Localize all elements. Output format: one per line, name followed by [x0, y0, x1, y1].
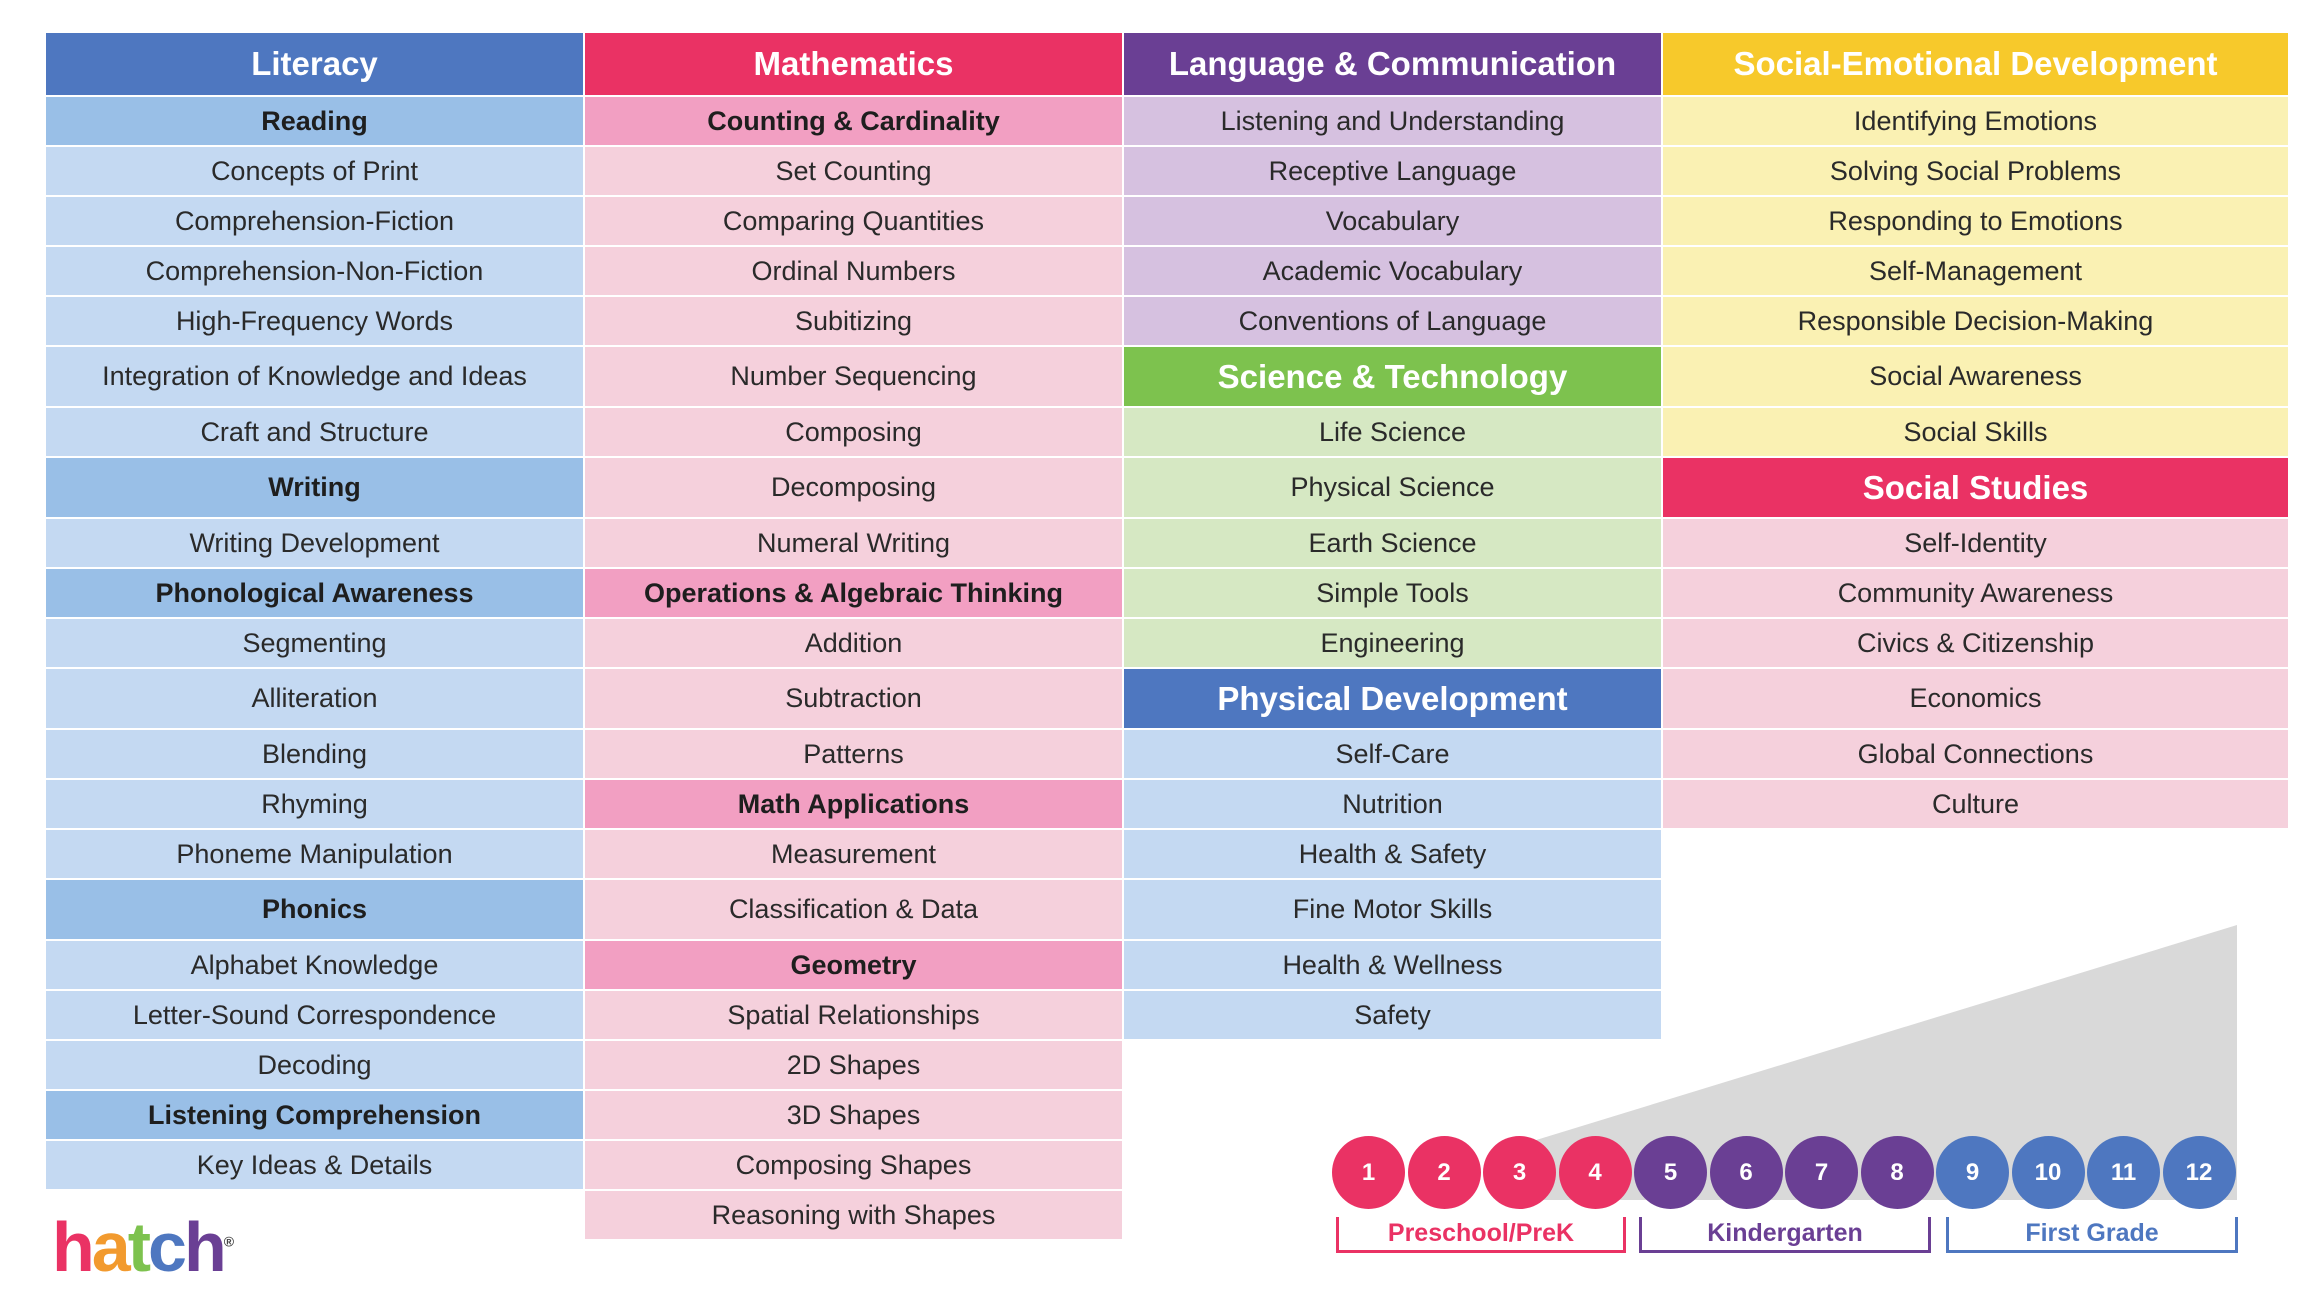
- skill-alliteration: Alliteration: [46, 669, 583, 730]
- skill-comprehension-non-fiction: Comprehension-Non-Fiction: [46, 247, 583, 297]
- skill-conventions-of-language: Conventions of Language: [1124, 297, 1661, 347]
- logo-letter: a: [91, 1208, 128, 1286]
- logo-letter: h: [52, 1208, 92, 1286]
- grade-circle-9: 9: [1936, 1136, 2009, 1209]
- skill-3d-shapes: 3D Shapes: [585, 1091, 1122, 1141]
- skill-responding-to-emotions: Responding to Emotions: [1663, 197, 2288, 247]
- subsection-header-counting-and-cardinality: Counting & Cardinality: [585, 97, 1122, 147]
- skill-global-connections: Global Connections: [1663, 730, 2288, 780]
- skill-segmenting: Segmenting: [46, 619, 583, 669]
- skill-academic-vocabulary: Academic Vocabulary: [1124, 247, 1661, 297]
- skill-subtraction: Subtraction: [585, 669, 1122, 730]
- grade-circle-10: 10: [2012, 1136, 2085, 1209]
- skill-vocabulary: Vocabulary: [1124, 197, 1661, 247]
- skill-phoneme-manipulation: Phoneme Manipulation: [46, 830, 583, 880]
- skill-reasoning-with-shapes: Reasoning with Shapes: [585, 1191, 1122, 1241]
- logo-letter: t: [127, 1208, 149, 1286]
- skill-ordinal-numbers: Ordinal Numbers: [585, 247, 1122, 297]
- skill-letter-sound-correspondence: Letter-Sound Correspondence: [46, 991, 583, 1041]
- skill-alphabet-knowledge: Alphabet Knowledge: [46, 941, 583, 991]
- section-header-social-studies: Social Studies: [1663, 458, 2288, 519]
- subsection-header-phonics: Phonics: [46, 880, 583, 941]
- subsection-header-phonological-awareness: Phonological Awareness: [46, 569, 583, 619]
- skill-decoding: Decoding: [46, 1041, 583, 1091]
- skill-physical-science: Physical Science: [1124, 458, 1661, 519]
- skill-self-management: Self-Management: [1663, 247, 2288, 297]
- skill-receptive-language: Receptive Language: [1124, 147, 1661, 197]
- skill-rhyming: Rhyming: [46, 780, 583, 830]
- skill-community-awareness: Community Awareness: [1663, 569, 2288, 619]
- grade-circle-12: 12: [2163, 1136, 2236, 1209]
- skill-solving-social-problems: Solving Social Problems: [1663, 147, 2288, 197]
- skill-number-sequencing: Number Sequencing: [585, 347, 1122, 408]
- section-header-language-and-communication: Language & Communication: [1124, 33, 1661, 97]
- skill-identifying-emotions: Identifying Emotions: [1663, 97, 2288, 147]
- skill-craft-and-structure: Craft and Structure: [46, 408, 583, 458]
- logo-letter: c: [148, 1208, 184, 1286]
- subsection-header-operations-and-algebraic-thinking: Operations & Algebraic Thinking: [585, 569, 1122, 619]
- grade-circle-8: 8: [1861, 1136, 1934, 1209]
- skill-health-and-safety: Health & Safety: [1124, 830, 1661, 880]
- skill-subitizing: Subitizing: [585, 297, 1122, 347]
- skill-composing-shapes: Composing Shapes: [585, 1141, 1122, 1191]
- skill-civics-and-citizenship: Civics & Citizenship: [1663, 619, 2288, 669]
- grade-circle-3: 3: [1483, 1136, 1556, 1209]
- skill-safety: Safety: [1124, 991, 1661, 1041]
- section-header-literacy: Literacy: [46, 33, 583, 97]
- skill-self-care: Self-Care: [1124, 730, 1661, 780]
- skill-fine-motor-skills: Fine Motor Skills: [1124, 880, 1661, 941]
- subsection-header-geometry: Geometry: [585, 941, 1122, 991]
- section-header-mathematics: Mathematics: [585, 33, 1122, 97]
- skill-engineering: Engineering: [1124, 619, 1661, 669]
- grade-circle-6: 6: [1710, 1136, 1783, 1209]
- skill-concepts-of-print: Concepts of Print: [46, 147, 583, 197]
- skill-social-awareness: Social Awareness: [1663, 347, 2288, 408]
- skill-listening-and-understanding: Listening and Understanding: [1124, 97, 1661, 147]
- skill-numeral-writing: Numeral Writing: [585, 519, 1122, 569]
- grade-circle-2: 2: [1408, 1136, 1481, 1209]
- skill-2d-shapes: 2D Shapes: [585, 1041, 1122, 1091]
- grade-circle-1: 1: [1332, 1136, 1405, 1209]
- skill-comprehension-fiction: Comprehension-Fiction: [46, 197, 583, 247]
- skill-economics: Economics: [1663, 669, 2288, 730]
- skill-patterns: Patterns: [585, 730, 1122, 780]
- skill-blending: Blending: [46, 730, 583, 780]
- skill-nutrition: Nutrition: [1124, 780, 1661, 830]
- skill-addition: Addition: [585, 619, 1122, 669]
- skill-responsible-decision-making: Responsible Decision-Making: [1663, 297, 2288, 347]
- skill-comparing-quantities: Comparing Quantities: [585, 197, 1122, 247]
- skill-writing-development: Writing Development: [46, 519, 583, 569]
- grade-circle-5: 5: [1634, 1136, 1707, 1209]
- skill-set-counting: Set Counting: [585, 147, 1122, 197]
- stage-label-kindergarten: Kindergarten: [1639, 1217, 1931, 1253]
- skill-social-skills: Social Skills: [1663, 408, 2288, 458]
- section-header-physical-development: Physical Development: [1124, 669, 1661, 730]
- skill-spatial-relationships: Spatial Relationships: [585, 991, 1122, 1041]
- skill-life-science: Life Science: [1124, 408, 1661, 458]
- section-header-social-emotional-development: Social-Emotional Development: [1663, 33, 2288, 97]
- section-header-science-and-technology: Science & Technology: [1124, 347, 1661, 408]
- skill-composing: Composing: [585, 408, 1122, 458]
- skill-classification-and-data: Classification & Data: [585, 880, 1122, 941]
- logo-letter: h: [183, 1208, 224, 1286]
- skill-decomposing: Decomposing: [585, 458, 1122, 519]
- skill-simple-tools: Simple Tools: [1124, 569, 1661, 619]
- skill-measurement: Measurement: [585, 830, 1122, 880]
- subsection-header-reading: Reading: [46, 97, 583, 147]
- stage-label-first-grade: First Grade: [1946, 1217, 2238, 1253]
- grade-circle-7: 7: [1785, 1136, 1858, 1209]
- skill-key-ideas-and-details: Key Ideas & Details: [46, 1141, 583, 1191]
- grade-circle-4: 4: [1559, 1136, 1632, 1209]
- skill-high-frequency-words: High-Frequency Words: [46, 297, 583, 347]
- subsection-header-listening-comprehension: Listening Comprehension: [46, 1091, 583, 1141]
- skill-health-and-wellness: Health & Wellness: [1124, 941, 1661, 991]
- hatch-logo: [52, 1208, 235, 1286]
- skill-earth-science: Earth Science: [1124, 519, 1661, 569]
- skill-integration-of-knowledge-and-ideas: Integration of Knowledge and Ideas: [46, 347, 583, 408]
- subsection-header-writing: Writing: [46, 458, 583, 519]
- skill-self-identity: Self-Identity: [1663, 519, 2288, 569]
- subsection-header-math-applications: Math Applications: [585, 780, 1122, 830]
- skill-culture: Culture: [1663, 780, 2288, 830]
- registered-mark: ®: [223, 1233, 235, 1250]
- grade-circle-11: 11: [2087, 1136, 2160, 1209]
- stage-label-preschool-prek: Preschool/PreK: [1336, 1217, 1626, 1253]
